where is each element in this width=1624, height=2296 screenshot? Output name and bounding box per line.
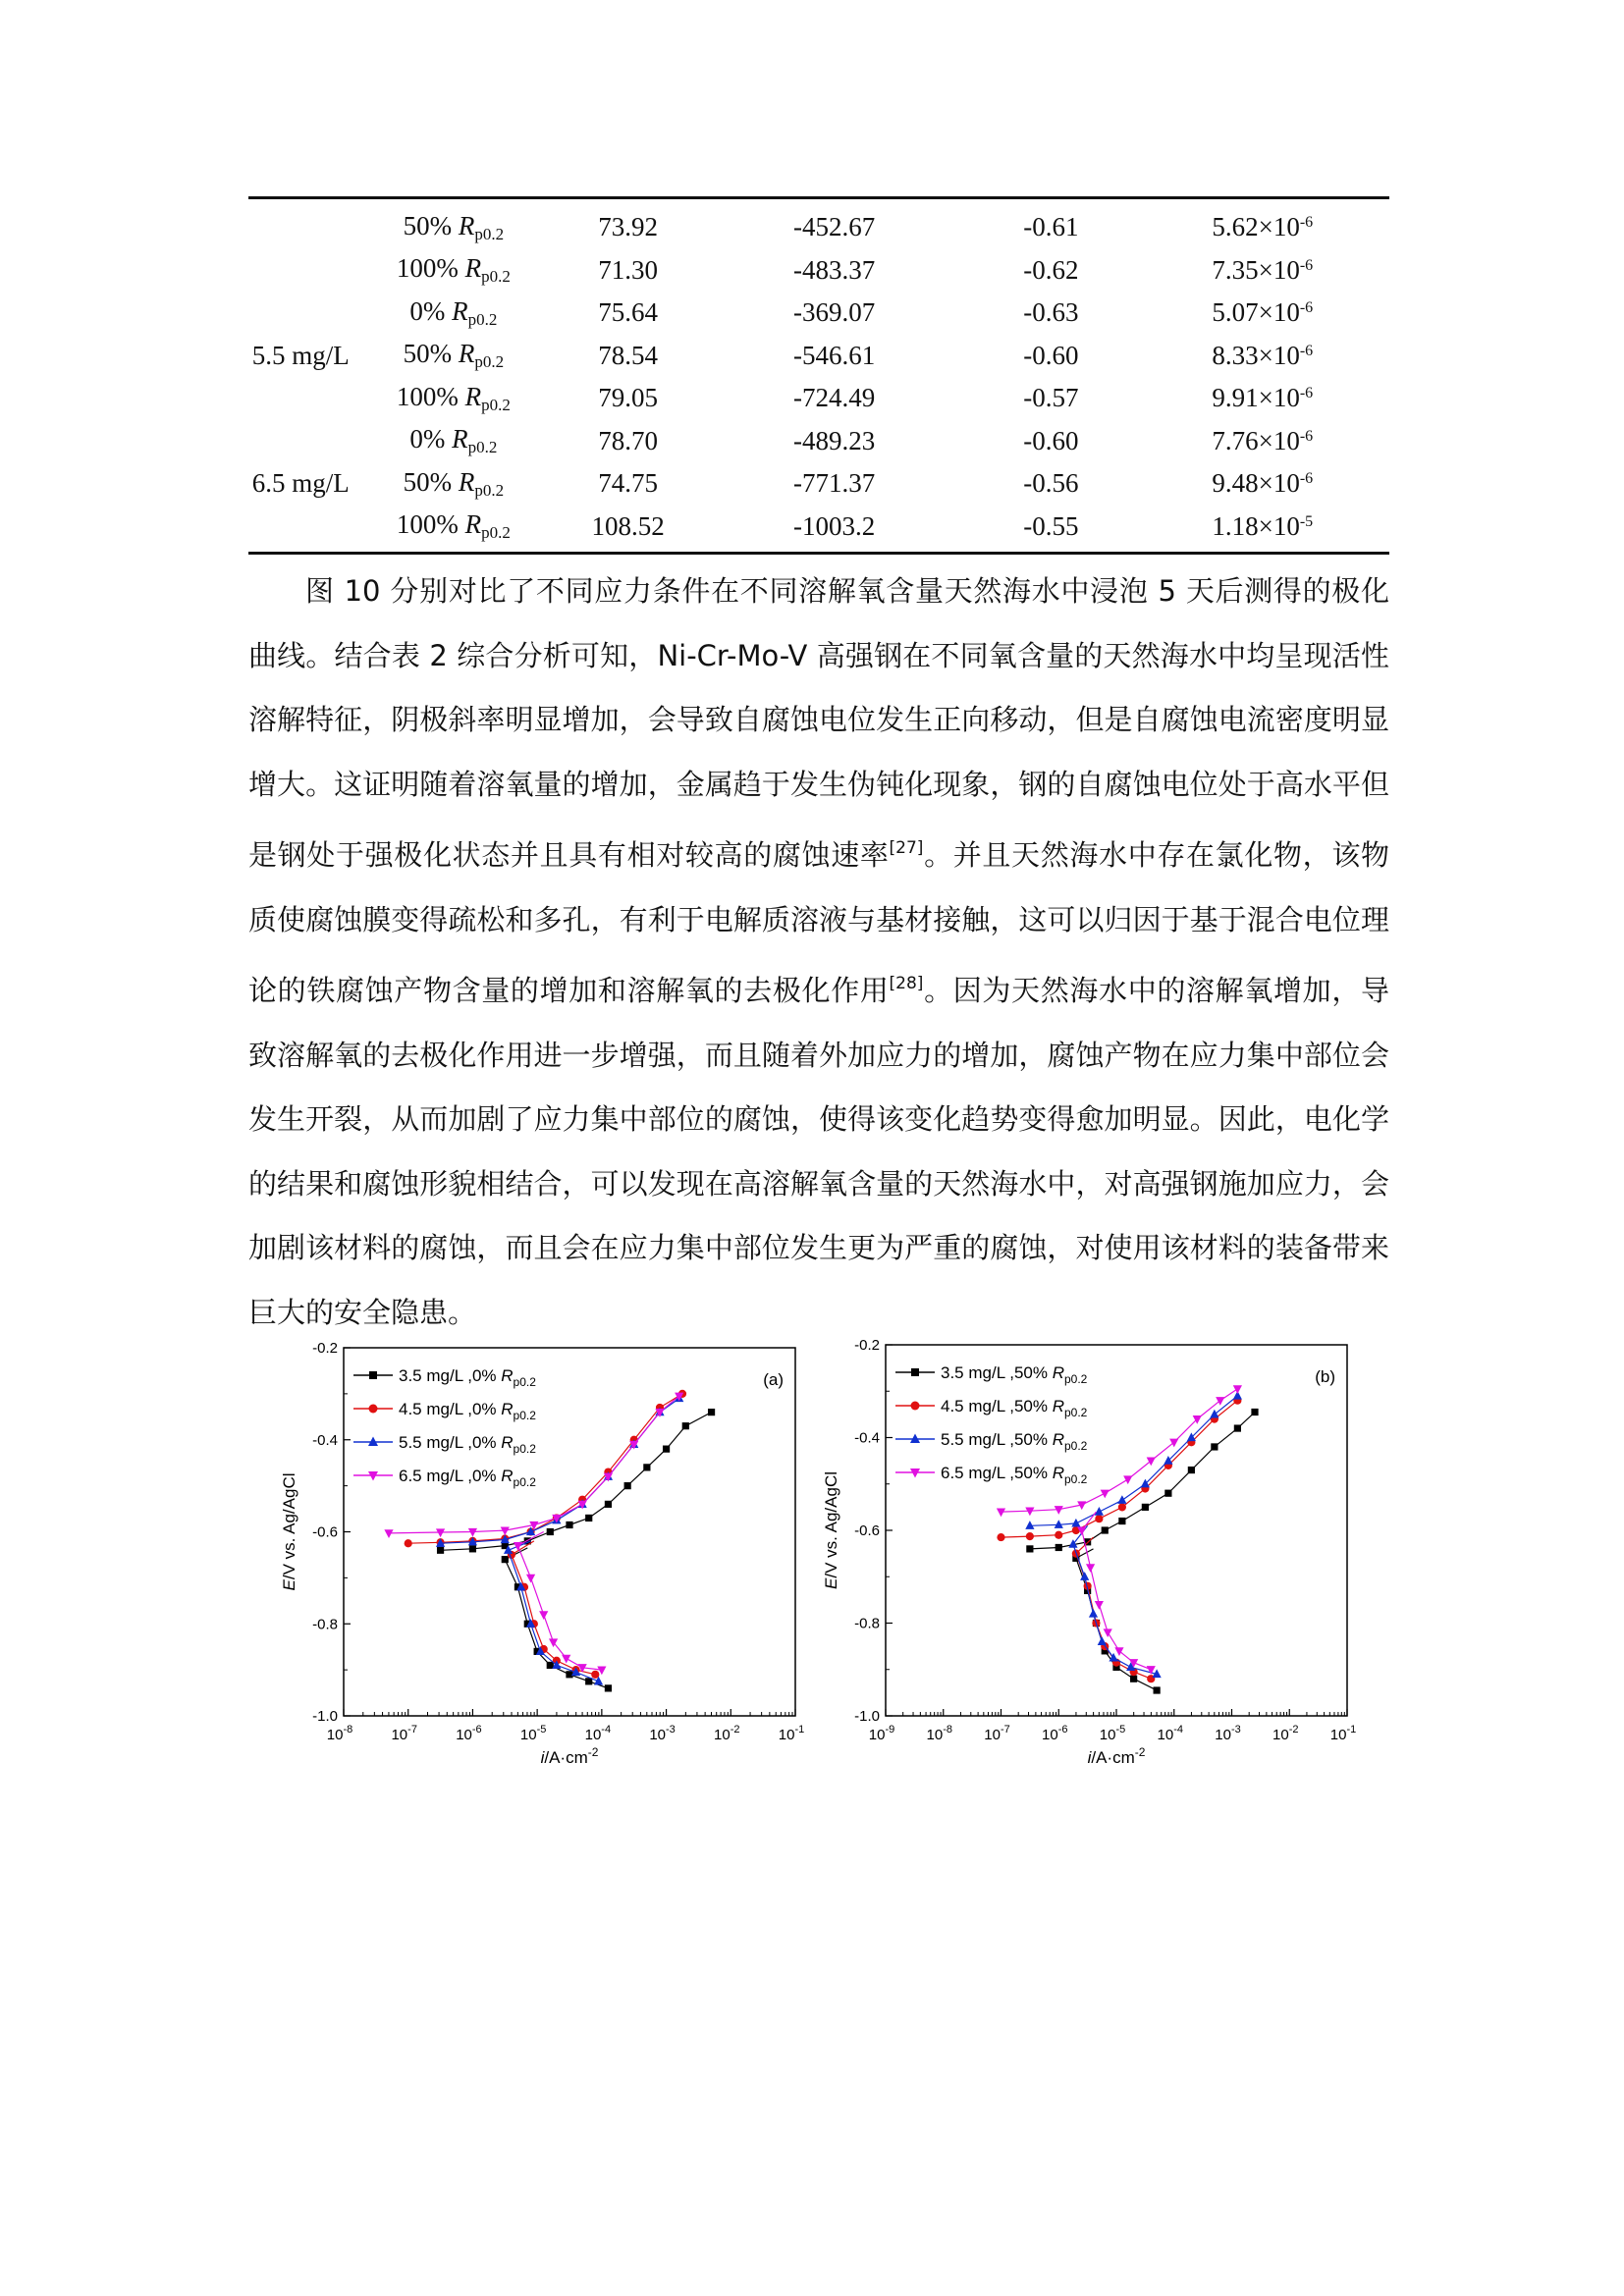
polarization-figure (265, 1330, 1384, 1791)
data-point (1025, 1521, 1034, 1529)
data-point (469, 1545, 476, 1552)
table-top-rule (248, 196, 1389, 199)
cell-value-3: -0.60 (1023, 425, 1079, 455)
cell-value-3: -0.57 (1023, 383, 1079, 413)
table-row (248, 462, 1389, 506)
cell-value-2: -369.07 (792, 297, 876, 328)
x-tick-label: $10^{-5}$ (1099, 1724, 1126, 1743)
chart-panel-a (265, 1330, 815, 1791)
y-tick-label: -0.2 (854, 1337, 880, 1354)
data-point (1233, 1385, 1242, 1394)
cell-value-4: $7.76\times 10^{-6}$ (1212, 425, 1314, 455)
legend-marker (911, 1368, 919, 1376)
cell-value-2: -771.37 (792, 468, 876, 499)
table-row (248, 420, 1389, 463)
data-point (1026, 1532, 1034, 1540)
panel-label: (b) (1315, 1367, 1335, 1386)
data-point (1147, 1458, 1156, 1467)
cell-stress: 100% $R_{p0.2}$ (396, 253, 511, 287)
legend-label: 4.5 mg/L ,0% $R_{p0.2}$ (399, 1400, 536, 1422)
cell-do-level (248, 206, 353, 249)
data-point (605, 1501, 612, 1508)
table-row (248, 506, 1389, 549)
data-point (624, 1482, 631, 1489)
data-point (1101, 1490, 1110, 1499)
data-point (526, 1575, 535, 1583)
data-point (405, 1539, 412, 1547)
x-tick-label: $10^{-6}$ (456, 1724, 482, 1743)
cell-value-4: $9.91\times 10^{-6}$ (1212, 383, 1314, 413)
cell-value-3: -0.61 (1023, 212, 1079, 242)
cell-do-level (248, 249, 353, 293)
data-point (1071, 1519, 1080, 1527)
legend-label: 3.5 mg/L ,0% $R_{p0.2}$ (399, 1366, 536, 1389)
data-point (1123, 1475, 1132, 1484)
citation-27: [27] (889, 838, 924, 858)
legend-marker (369, 1405, 378, 1414)
x-tick-label: $10^{-2}$ (714, 1724, 740, 1743)
cell-value-3: -0.60 (1023, 340, 1079, 370)
y-tick-label: -1.0 (312, 1708, 338, 1725)
data-point (682, 1422, 689, 1429)
x-tick-label: $10^{-7}$ (391, 1724, 417, 1743)
cell-stress: 100% $R_{p0.2}$ (396, 509, 511, 543)
table-row (248, 335, 1389, 378)
data-point (1216, 1397, 1224, 1406)
legend-marker (369, 1371, 377, 1379)
data-point (1154, 1686, 1161, 1693)
data-point (643, 1464, 650, 1470)
data-point (1118, 1503, 1126, 1511)
data-point (547, 1528, 554, 1535)
table-row (248, 249, 1389, 293)
cell-stress: 50% $R_{p0.2}$ (403, 210, 505, 243)
legend-label: 5.5 mg/L ,50% $R_{p0.2}$ (941, 1430, 1088, 1453)
chart-panel-b (810, 1330, 1370, 1791)
data-point (1211, 1443, 1218, 1450)
table-body (248, 206, 1389, 548)
data-point (708, 1409, 715, 1415)
data-point (501, 1526, 510, 1535)
x-tick-label: $10^{-4}$ (1157, 1724, 1183, 1743)
paragraph-text-3: 。因为天然海水中的溶解氧增加，导致溶解氧的去极化作用进一步增强，而且随着外加应力的增加，腐蚀产物在应力集中部位会发生开裂，从而加剧了应力集中部位的腐蚀，使得该变化趋势变得愈加明显。因此，电化学的结果和腐蚀形貌相结合，可以发现在高溶解氧含量的天然海水中，对高强钢施加应力，会加剧该材料的腐蚀，而且会在应力集中部位发生更为严重的腐蚀，对使用该材料的装备带来巨大的安全隐患。 (248, 974, 1389, 1329)
data-point (437, 1547, 444, 1554)
data-point (1210, 1410, 1218, 1418)
data-point (436, 1528, 445, 1537)
cell-value-1: 108.52 (591, 510, 665, 541)
data-point (1095, 1507, 1104, 1516)
data-point (468, 1528, 477, 1537)
legend-marker (911, 1402, 920, 1411)
x-axis-label: $i/A\cdot cm^{-2}$ (540, 1745, 599, 1767)
cell-value-1: 79.05 (598, 383, 658, 413)
data-point (1142, 1504, 1149, 1511)
x-tick-label: $10^{-9}$ (868, 1724, 895, 1743)
table-bottom-rule (248, 552, 1389, 555)
cell-value-4: $1.18\times 10^{-5}$ (1212, 510, 1314, 541)
cell-value-3: -0.62 (1023, 254, 1079, 285)
cell-stress: 50% $R_{p0.2}$ (403, 466, 505, 500)
x-tick-label: $10^{-8}$ (926, 1724, 952, 1743)
data-point (1251, 1409, 1258, 1415)
data-point (547, 1662, 554, 1669)
y-tick-label: -0.2 (312, 1340, 338, 1357)
cell-stress: 50% $R_{p0.2}$ (403, 339, 505, 372)
x-tick-label: $10^{-5}$ (519, 1724, 547, 1743)
cell-value-2: -546.61 (792, 340, 876, 370)
data-point (1095, 1515, 1103, 1522)
cell-stress: 0% $R_{p0.2}$ (409, 295, 498, 329)
data-point (1118, 1518, 1125, 1524)
x-tick-label: $10^{-3}$ (649, 1724, 676, 1743)
x-tick-label: $10^{-1}$ (1329, 1724, 1357, 1743)
table-row (248, 292, 1389, 335)
x-tick-label: $10^{-1}$ (778, 1724, 805, 1743)
x-tick-label: $10^{-7}$ (984, 1724, 1010, 1743)
x-tick-label: $10^{-2}$ (1272, 1724, 1299, 1743)
cell-value-2: -483.37 (792, 254, 876, 285)
cell-value-1: 71.30 (598, 254, 658, 285)
data-point (663, 1446, 670, 1453)
legend-label: 4.5 mg/L ,50% $R_{p0.2}$ (941, 1397, 1088, 1419)
x-tick-label: $10^{-3}$ (1215, 1724, 1241, 1743)
data-point (1117, 1495, 1126, 1504)
data-point (1055, 1506, 1063, 1515)
data-point (1025, 1508, 1034, 1517)
legend-label: 3.5 mg/L ,50% $R_{p0.2}$ (941, 1363, 1088, 1386)
data-point (1086, 1564, 1095, 1573)
table-row (248, 377, 1389, 420)
data-point (585, 1515, 592, 1522)
table-row (248, 206, 1389, 249)
body-paragraph (248, 560, 1389, 1345)
cathodic-branch (517, 1532, 602, 1671)
cell-do-level (248, 506, 353, 549)
cell-value-1: 78.70 (598, 425, 658, 455)
cell-value-2: -1003.2 (792, 510, 876, 541)
cell-do-level (248, 377, 353, 420)
data-point (997, 1509, 1005, 1518)
cell-value-3: -0.56 (1023, 468, 1079, 499)
y-axis-label: E/V vs. Ag/AgCl (280, 1472, 298, 1591)
data-point (1188, 1467, 1195, 1473)
y-tick-label: -0.6 (854, 1522, 880, 1539)
cell-value-3: -0.63 (1023, 297, 1079, 328)
data-point (1164, 1490, 1171, 1497)
data-point (997, 1533, 1004, 1541)
data-point (1026, 1545, 1033, 1552)
data-point (1056, 1544, 1062, 1551)
data-point (1130, 1676, 1137, 1682)
data-point (1089, 1609, 1098, 1618)
x-axis-label: $i/A\cdot cm^{-2}$ (1087, 1745, 1146, 1767)
cell-value-4: $5.62\times 10^{-6}$ (1212, 212, 1314, 242)
data-point (502, 1556, 509, 1563)
cell-value-4: $7.35\times 10^{-6}$ (1212, 254, 1314, 285)
paragraph-text-2: 。并且天然海水中存在氯化物，该物质使腐蚀膜变得疏松和多孔，有利于电解质溶液与基材接触，这可以归因于基于混合电位理论的铁腐蚀产物含量的增加和溶解氧的去极化作用 (248, 838, 1389, 1007)
legend-label: 6.5 mg/L ,0% $R_{p0.2}$ (399, 1467, 536, 1489)
data-point (566, 1671, 572, 1678)
data-point (1055, 1531, 1062, 1539)
legend-label: 6.5 mg/L ,50% $R_{p0.2}$ (941, 1464, 1088, 1486)
legend-label: 5.5 mg/L ,0% $R_{p0.2}$ (399, 1433, 536, 1456)
cell-do-level (248, 292, 353, 335)
data-point (1114, 1647, 1123, 1656)
data-point (539, 1611, 548, 1620)
series-curve (1026, 1409, 1258, 1694)
data-point (1169, 1439, 1178, 1448)
cell-stress: 100% $R_{p0.2}$ (396, 381, 511, 414)
cell-value-1: 75.64 (598, 297, 658, 328)
cell-value-1: 73.92 (598, 212, 658, 242)
y-axis-label: E/V vs. Ag/AgCl (822, 1470, 840, 1590)
y-tick-label: -0.6 (312, 1523, 338, 1541)
data-point (1095, 1601, 1104, 1610)
cell-value-1: 78.54 (598, 340, 658, 370)
data-point (1098, 1636, 1107, 1645)
cell-value-2: -489.23 (792, 425, 876, 455)
y-tick-label: -0.8 (854, 1615, 880, 1632)
cell-value-2: -452.67 (792, 212, 876, 242)
x-tick-label: $10^{-8}$ (326, 1724, 353, 1743)
panel-label: (a) (763, 1370, 784, 1389)
data-point (605, 1684, 612, 1691)
data-point (578, 1501, 587, 1510)
cell-do-level (248, 420, 353, 463)
y-tick-label: -0.8 (312, 1616, 338, 1633)
cell-value-3: -0.55 (1023, 510, 1079, 541)
data-point (566, 1522, 572, 1528)
data-point (384, 1529, 393, 1538)
y-tick-label: -0.4 (312, 1431, 338, 1449)
cell-value-2: -724.49 (792, 383, 876, 413)
data-point (1102, 1526, 1109, 1533)
data-point (1104, 1629, 1112, 1637)
cell-do-level: 6.5 mg/L (251, 468, 350, 499)
cell-stress: 0% $R_{p0.2}$ (409, 424, 498, 457)
data-point (1234, 1424, 1241, 1431)
cell-value-4: $9.48\times 10^{-6}$ (1212, 468, 1314, 499)
y-tick-label: -0.4 (854, 1429, 880, 1447)
x-tick-label: $10^{-4}$ (584, 1724, 612, 1743)
citation-28: [28] (889, 974, 924, 993)
cell-value-1: 74.75 (598, 468, 658, 499)
y-tick-label: -1.0 (854, 1708, 880, 1725)
cathodic-branch (1082, 1512, 1152, 1670)
x-tick-label: $10^{-6}$ (1042, 1724, 1068, 1743)
cell-value-4: $8.33\times 10^{-6}$ (1212, 340, 1314, 370)
cell-do-level: 5.5 mg/L (251, 340, 350, 370)
paragraph-text-1: 图 10 分别对比了不同应力条件在不同溶解氧含量天然海水中浸泡 5 天后测得的极化曲线。结合表 2 综合分析可知，Ni-Cr-Mo-V 高强钢在不同氧含量的天然海水中均呈现活性溶解特征，阴极斜率明显增加，会导致自腐蚀电位发生正向移动，但是自腐蚀电流密度明显增大。这证明随着溶氧量的增加，金属趋于发生伪钝化现象，钢的自腐蚀电位处于高水平但是钢处于强极化状态并且具有相对较高的腐蚀速率 (248, 574, 1389, 872)
data-point (562, 1655, 570, 1664)
cell-value-4: $5.07\times 10^{-6}$ (1212, 297, 1314, 328)
